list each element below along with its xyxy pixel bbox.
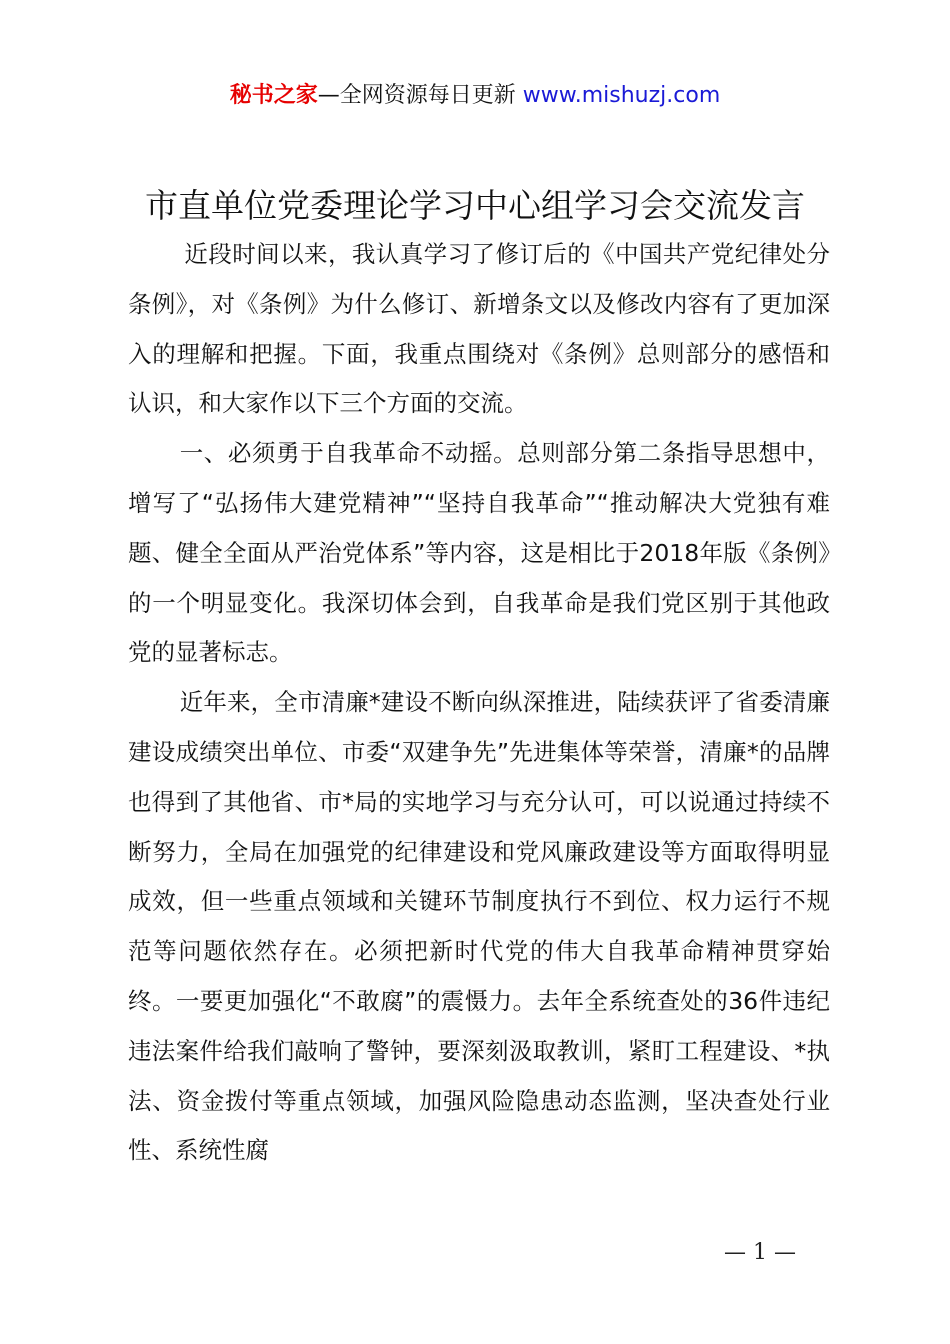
paragraph-intro: 近段时间以来，我认真学习了修订后的《中国共产党纪律处分条例》，对《条例》为什么修订、新增条文以及修改内容有了更加深入的理解和把握。下面，我重点围绕对《条例》总则部分的感悟和认识，和大家作以下三个方面的交流。 <box>128 240 830 418</box>
site-brand: 秘书之家 <box>229 83 318 108</box>
site-url-link[interactable]: www.mishuzj.com <box>522 83 721 108</box>
document-title: 市直单位党委理论学习中心组学习会交流发言 <box>145 186 805 225</box>
paragraph-recent-years: 近年来，全市清廉*建设不断向纵深推进，陆续获评了省委清廉建设成绩突出单位、市委“双建争先”先进集体等荣誉，清廉*的品牌也得到了其他省、市*局的实地学习与充分认可，可以说通过持续不断努力，全局在加强党的纪律建设和党风廉政建设等方面取得明显成效，但一些重点领域和关键环节制度执行不到位、权力运行不规范等问题依然存在。必须把新时代党的伟大自我革命精神贯穿始终。一要更加强化“不敢腐”的震慑力。去年全系统查处的36件违纪违法案件给我们敲响了警钟，要深刻汲取教训，紧盯工程建设、*执法、资金拨付等重点领域，加强风险隐患动态监测，坚决查处行业性、系统性腐 <box>128 688 830 1165</box>
page-number: — 1 — <box>724 1240 796 1265</box>
paragraph-section-one: 一、必须勇于自我革命不动摇。总则部分第二条指导思想中，增写了“弘扬伟大建党精神”“坚持自我革命”“推动解决大党独有难题、健全全面从严治党体系”等内容，这是相比于2018年版《条例》的一个明显变化。我深切体会到，自我革命是我们党区别于其他政党的显著标志。 <box>128 439 830 667</box>
site-slogan: —全网资源每日更新 <box>317 83 523 108</box>
document-body <box>128 230 830 1176</box>
site-header <box>0 80 950 112</box>
